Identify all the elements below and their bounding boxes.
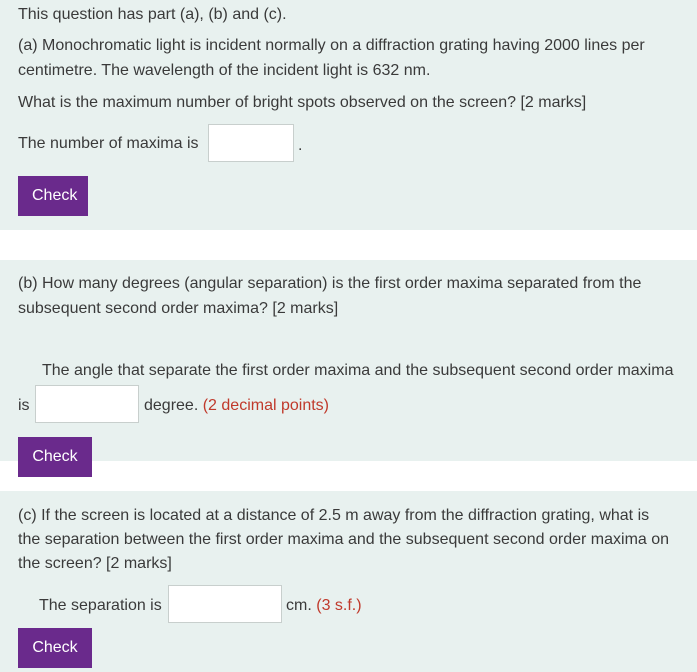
- part-c-panel: [0, 491, 697, 672]
- part-a-text-line1: (a) Monochromatic light is incident normally on a diffraction grating having 2000 lines per: [18, 37, 645, 54]
- part-c-answer-input[interactable]: [168, 585, 282, 623]
- part-a-question: What is the maximum number of bright spots observed on the screen? [2 marks]: [18, 94, 587, 111]
- intro-text: This question has part (a), (b) and (c).: [18, 6, 287, 23]
- part-b-answer-input[interactable]: [35, 385, 139, 423]
- part-b-text-line1: (b) How many degrees (angular separation) is the first order maxima separated from the: [18, 275, 642, 292]
- part-a-period: .: [298, 137, 303, 154]
- part-b-unit: degree.: [144, 397, 199, 414]
- part-b-check-button[interactable]: Check: [18, 437, 92, 477]
- part-a-panel: [0, 0, 697, 230]
- part-c-check-button[interactable]: Check: [18, 628, 92, 668]
- part-c-unit-hint: [286, 594, 362, 618]
- part-b-answer-line1: The angle that separate the first order maxima and the subsequent second order maxima: [42, 362, 674, 379]
- part-a-check-button[interactable]: Check: [18, 176, 88, 216]
- part-b-text-line2: subsequent second order maxima? [2 marks]: [18, 300, 339, 317]
- part-c-text-line3: the screen? [2 marks]: [18, 555, 172, 572]
- part-c-text-line2: the separation between the first order maxima and the subsequent second order maxima on: [18, 531, 670, 548]
- part-b-answer-prefix: is: [18, 397, 30, 414]
- part-a-text-line2: centimetre. The wavelength of the incident light is 632 nm.: [18, 62, 431, 79]
- part-b-unit-hint: [144, 394, 329, 418]
- section-divider: [0, 230, 697, 260]
- part-a-answer-label: The number of maxima is: [18, 135, 199, 152]
- part-c-text-line1: (c) If the screen is located at a distance of 2.5 m away from the diffraction grating, what is: [18, 507, 650, 524]
- section-divider: [0, 461, 697, 491]
- part-c-hint: (3 s.f.): [316, 597, 362, 614]
- part-c-answer-label: The separation is: [39, 597, 162, 614]
- part-b-panel: [0, 260, 697, 465]
- part-a-answer-input[interactable]: [208, 124, 294, 162]
- part-c-unit: cm.: [286, 597, 312, 614]
- part-b-hint: (2 decimal points): [202, 397, 329, 414]
